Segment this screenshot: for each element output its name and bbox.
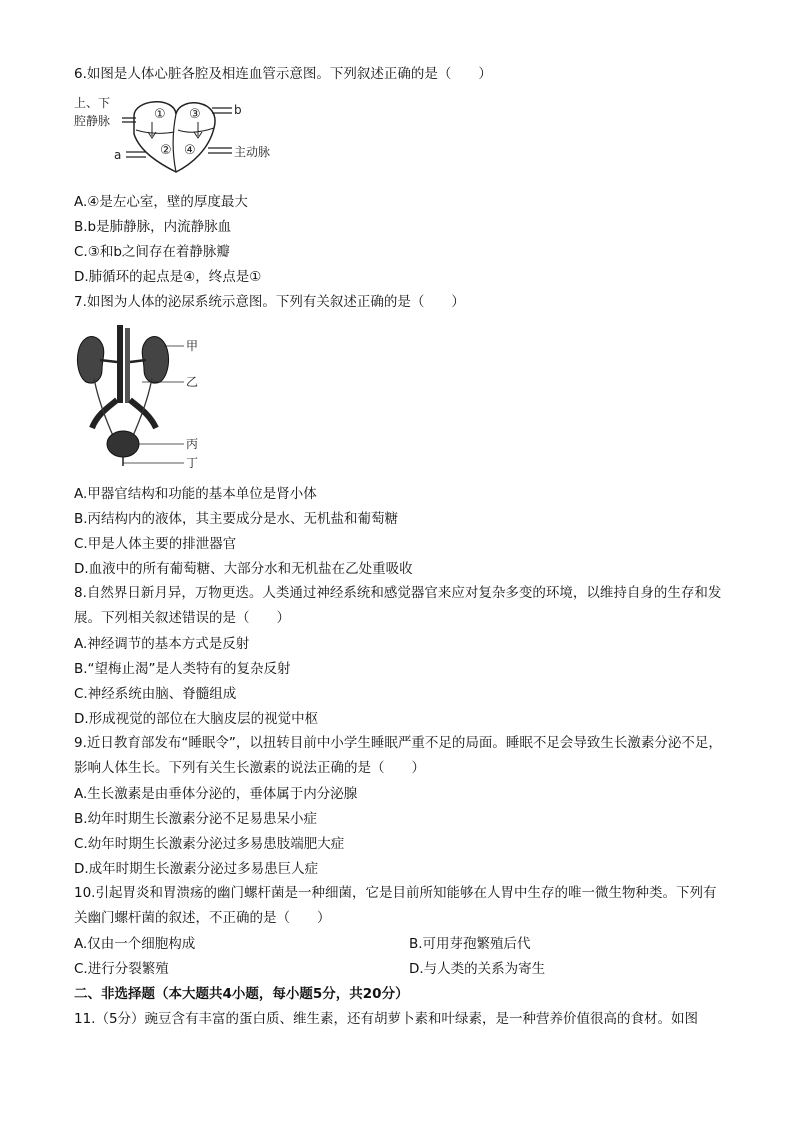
q8-option-a: A.神经调节的基本方式是反射 <box>74 636 250 652</box>
ureter-label-yi: 乙 <box>186 375 199 389</box>
q10-option-b: B.可用芽孢繁殖后代 <box>409 936 531 952</box>
q6-option-d: D.肺循环的起点是④，终点是① <box>74 269 262 285</box>
q9-option-b: B.幼年时期生长激素分泌不足易患呆小症 <box>74 811 318 827</box>
q6-option-c: C.③和b之间存在着静脉瓣 <box>74 244 230 260</box>
heart-diagram <box>74 94 294 176</box>
q7-option-a: A.甲器官结构和功能的基本单位是肾小体 <box>74 486 317 502</box>
kidney-label-jia: 甲 <box>186 339 199 353</box>
chamber-4-label: ④ <box>184 143 196 158</box>
q6-option-b: B.b是肺静脉，内流静脉血 <box>74 219 232 235</box>
vessel-a-label: a <box>114 148 122 162</box>
chamber-3-label: ③ <box>189 107 201 122</box>
q6-stem: 6.如图是人体心脏各腔及相连血管示意图。下列叙述正确的是（ ） <box>74 66 492 82</box>
q11-stem: 11.（5分）豌豆含有丰富的蛋白质、维生素，还有胡萝卜素和叶绿素，是一种营养价值很高的食材。如图 <box>74 1011 699 1027</box>
urinary-system-diagram <box>72 320 222 470</box>
bladder-label-bing: 丙 <box>186 437 199 451</box>
chamber-1-label: ① <box>154 107 166 122</box>
q9-stem: 9.近日教育部发布“睡眠令”，以扭转目前中小学生睡眠严重不足的局面。睡眠不足会导致生长激素分泌不足，影响人体生长。下列有关生长激素的说法正确的是（ ） <box>74 735 722 776</box>
q10-option-d: D.与人类的关系为寄生 <box>409 961 546 977</box>
q9-option-c: C.幼年时期生长激素分泌过多易患肢端肥大症 <box>74 836 345 852</box>
vena-cava-label-2: 腔静脉 <box>74 114 111 128</box>
q10-option-a: A.仅由一个细胞构成 <box>74 936 196 952</box>
urethra-label-ding: 丁 <box>186 456 199 470</box>
vena-cava-label-1: 上、下 <box>74 96 111 110</box>
q7-stem: 7.如图为人体的泌尿系统示意图。下列有关叙述正确的是（ ） <box>74 294 465 310</box>
q7-option-d: D.血液中的所有葡萄糖、大部分水和无机盐在乙处重吸收 <box>74 561 413 577</box>
q9-option-a: A.生长激素是由垂体分泌的，垂体属于内分泌腺 <box>74 786 358 802</box>
q8-option-b: B.“望梅止渴”是人类特有的复杂反射 <box>74 661 291 677</box>
q10-stem: 10.引起胃炎和胃溃疡的幽门螺杆菌是一种细菌，它是目前所知能够在人胃中生存的唯一微生物种类。下列有关幽门螺杆菌的叙述，不正确的是（ ） <box>74 885 717 926</box>
q10-option-c: C.进行分裂繁殖 <box>74 961 169 977</box>
q7-option-c: C.甲是人体主要的排泄器官 <box>74 536 237 552</box>
vessel-b-label: b <box>234 103 242 117</box>
q8-option-c: C.神经系统由脑、脊髓组成 <box>74 686 237 702</box>
q7-option-b: B.丙结构内的液体，其主要成分是水、无机盐和葡萄糖 <box>74 511 399 527</box>
q6-option-a: A.④是左心室，壁的厚度最大 <box>74 194 248 210</box>
chamber-2-label: ② <box>160 143 172 158</box>
q8-stem: 8.自然界日新月异，万物更迭。人类通过神经系统和感觉器官来应对复杂多变的环境，以维持自身的生存和发展。下列相关叙述错误的是（ ） <box>74 585 722 626</box>
aorta-label: 主动脉 <box>234 145 271 159</box>
q9-option-d: D.成年时期生长激素分泌过多易患巨人症 <box>74 861 319 877</box>
section-heading: 二、非选择题（本大题共4小题，每小题5分，共20分） <box>74 986 409 1002</box>
q8-option-d: D.形成视觉的部位在大脑皮层的视觉中枢 <box>74 711 319 727</box>
